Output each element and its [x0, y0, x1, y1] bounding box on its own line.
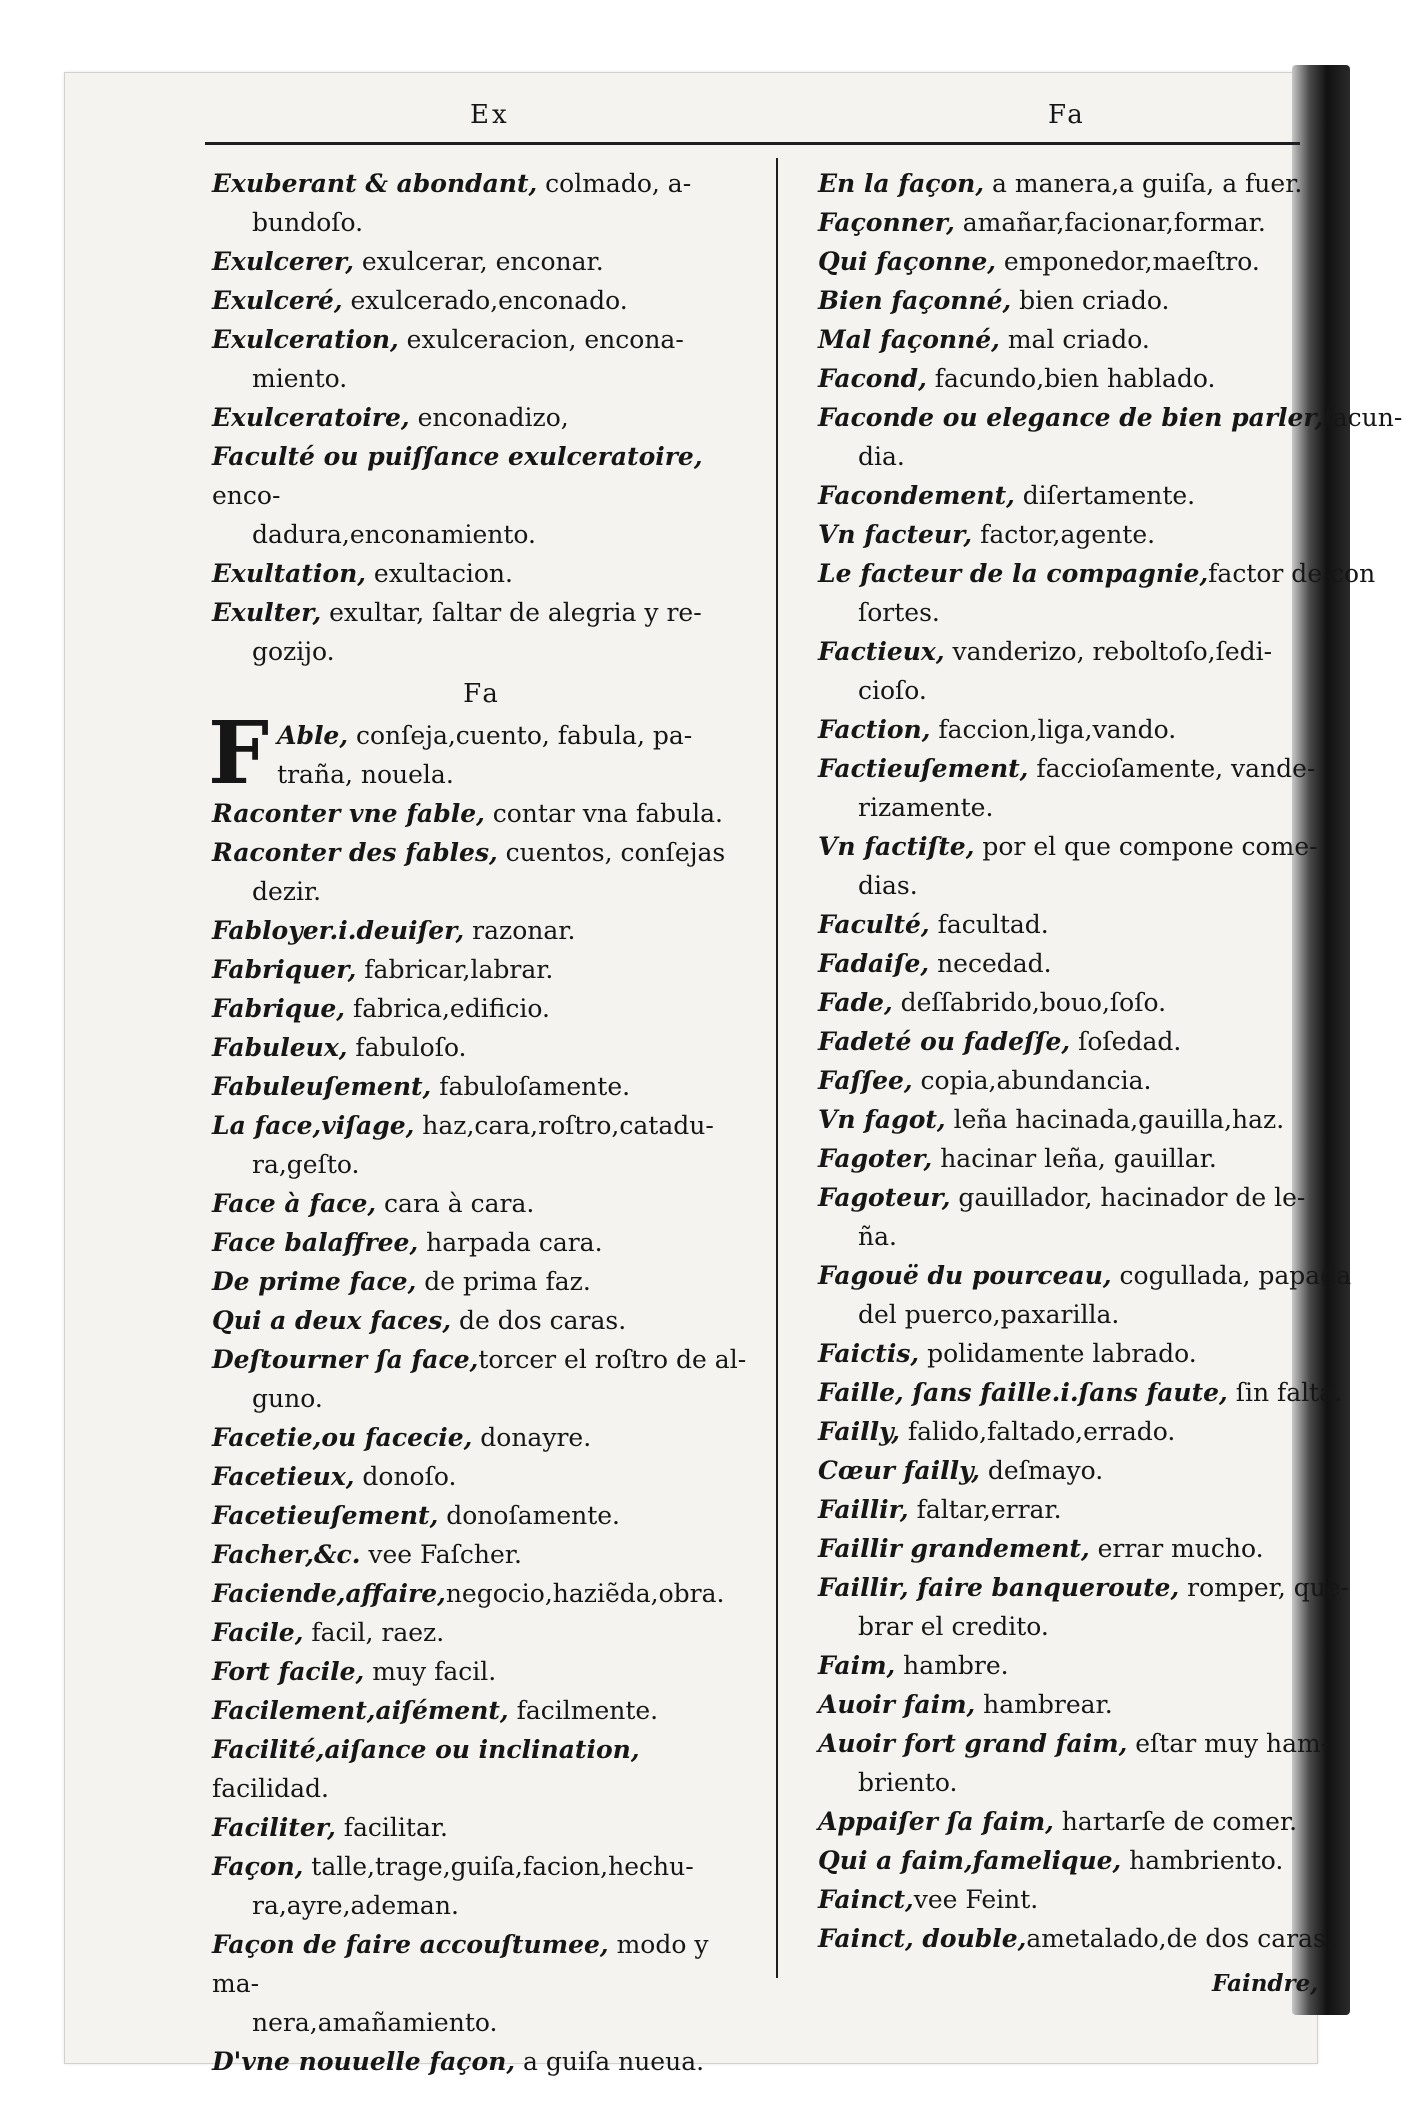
- definition: bundoſo.: [252, 208, 364, 237]
- definition: falido,faltado,errado.: [899, 1417, 1176, 1446]
- dictionary-line: [212, 1340, 752, 1379]
- definition: romper, que-: [1179, 1573, 1350, 1602]
- definition: modo y ma-: [212, 1930, 709, 1998]
- dictionary-line: [818, 1490, 1298, 1529]
- dictionary-line: [212, 554, 752, 593]
- definition: eſtar muy ham-: [1127, 1729, 1330, 1758]
- dictionary-line: [818, 1139, 1298, 1178]
- dictionary-line: [212, 1223, 752, 1262]
- definition: ra,ayre,ademan.: [252, 1891, 459, 1920]
- definition: briento.: [858, 1768, 958, 1797]
- headword: Fabrique,: [212, 994, 345, 1023]
- dictionary-line: [212, 1301, 752, 1340]
- dictionary-line: [212, 755, 752, 794]
- definition: hambriento.: [1121, 1846, 1284, 1875]
- dictionary-line: [212, 2042, 752, 2081]
- dictionary-line: [818, 1451, 1298, 1490]
- dictionary-line: [818, 359, 1298, 398]
- definition: a manera,a guiſa, a fuer.: [984, 169, 1303, 198]
- dictionary-line: [212, 872, 752, 911]
- definition: hambre.: [895, 1651, 1009, 1680]
- definition: faccioſamente, vande-: [1028, 754, 1316, 783]
- dropcap-entry: [208, 703, 752, 804]
- definition: ſin falta.: [1227, 1378, 1343, 1407]
- dictionary-line: [818, 1607, 1298, 1646]
- headword: Cœur failly,: [818, 1456, 980, 1485]
- dictionary-line: [818, 710, 1298, 749]
- headword: Fadeté ou fadeſſe,: [818, 1027, 1071, 1056]
- headword: Qui façonne,: [818, 247, 996, 276]
- headword: Fainct, double,: [818, 1924, 1027, 1953]
- headword: Façon,: [212, 1852, 304, 1881]
- definition: copia,abundancia.: [912, 1066, 1152, 1095]
- headword: Le facteur de la compagnie,: [818, 559, 1209, 588]
- definition: ña.: [858, 1222, 897, 1251]
- dictionary-line: [212, 1145, 752, 1184]
- definition: del puerco,paxarilla.: [858, 1300, 1120, 1329]
- headword: Auoir faim,: [818, 1690, 976, 1719]
- headword: Faſſee,: [818, 1066, 913, 1095]
- dictionary-line: [212, 1808, 752, 1847]
- definition: fabuloſo.: [347, 1033, 467, 1062]
- definition: haz,cara,roſtro,catadu-: [414, 1111, 714, 1140]
- dictionary-line: [212, 1691, 752, 1730]
- headword: Fainct,: [818, 1885, 914, 1914]
- dictionary-line: [212, 1106, 752, 1145]
- headword: Faillir,: [818, 1495, 909, 1524]
- headword: Exulcerer,: [212, 247, 354, 276]
- header-rule: [205, 142, 1300, 145]
- dictionary-line: [212, 398, 752, 437]
- right-entries: [818, 164, 1402, 1958]
- headword: Facond,: [818, 364, 927, 393]
- dictionary-line: [212, 716, 752, 755]
- definition: facilidad.: [212, 1774, 330, 1803]
- definition: factor,agente.: [972, 520, 1156, 549]
- dictionary-line: [818, 476, 1298, 515]
- definition: facundo,bien hablado.: [926, 364, 1216, 393]
- dictionary-line: [212, 359, 752, 398]
- dictionary-line: [212, 1925, 752, 2003]
- dictionary-line: [818, 164, 1303, 203]
- dictionary-line: [212, 794, 752, 833]
- dictionary-line: [818, 242, 1298, 281]
- definition: colmado, a-: [537, 169, 692, 198]
- definition: vanderizo, reboltoſo,ſedi-: [944, 637, 1273, 666]
- dictionary-line: [212, 1067, 752, 1106]
- headword: Facondement,: [818, 481, 1015, 510]
- definition: conſeja,cuento, fabula, pa-: [348, 721, 693, 750]
- dictionary-line: [212, 1418, 752, 1457]
- headword: Failly,: [818, 1417, 900, 1446]
- headword: Fade,: [818, 988, 893, 1017]
- headword: Deſtourner ſa face,: [212, 1345, 479, 1374]
- definition: emponedor,maeſtro.: [995, 247, 1260, 276]
- headword: Appaiſer ſa faim,: [818, 1807, 1054, 1836]
- definition: ametalado,de dos caras.: [1026, 1924, 1334, 1953]
- dictionary-line: [818, 515, 1298, 554]
- headword: Fabriquer,: [212, 955, 357, 984]
- dictionary-line: [212, 437, 752, 515]
- headword: Fagoter,: [818, 1144, 933, 1173]
- dropcap-letter: F: [208, 703, 270, 804]
- dictionary-line: [212, 515, 752, 554]
- dictionary-line: [818, 827, 1318, 866]
- definition: a guiſa nueua.: [515, 2047, 705, 2076]
- definition: por el que compone come-: [974, 832, 1318, 861]
- dictionary-line: [818, 1880, 1298, 1919]
- dictionary-line: [212, 164, 752, 203]
- dictionary-line: [212, 1652, 752, 1691]
- definition: cara à cara.: [376, 1189, 535, 1218]
- dictionary-line: [212, 911, 752, 950]
- dictionary-line: [818, 437, 1298, 476]
- dictionary-line: [818, 749, 1316, 788]
- dictionary-line: [212, 242, 752, 281]
- definition: negocio,haziẽda,obra.: [445, 1579, 725, 1608]
- definition: errar mucho.: [1089, 1534, 1264, 1563]
- definition: facun-: [1323, 403, 1402, 432]
- dictionary-line: [212, 833, 752, 872]
- headword: Able,: [277, 721, 349, 750]
- definition: hambrear.: [975, 1690, 1113, 1719]
- headword: Face balaffree,: [212, 1228, 419, 1257]
- book-binding-edge: [1292, 65, 1350, 2015]
- dictionary-line: [212, 1574, 752, 1613]
- definition: faccion,liga,vando.: [930, 715, 1177, 744]
- headword: Raconter vne fable,: [212, 799, 485, 828]
- definition: exultacion.: [365, 559, 513, 588]
- headword: Faillir, faire banqueroute,: [818, 1573, 1180, 1602]
- definition: cuentos, conſejas: [497, 838, 726, 867]
- headword: Exulceré,: [212, 286, 343, 315]
- headword: Fort facile,: [212, 1657, 365, 1686]
- definition: hartarſe de comer.: [1053, 1807, 1298, 1836]
- dictionary-line: [818, 905, 1298, 944]
- headword: La face,viſage,: [212, 1111, 415, 1140]
- dictionary-line: [818, 788, 1298, 827]
- dictionary-line: [212, 203, 752, 242]
- headword: Fabuleuſement,: [212, 1072, 432, 1101]
- dictionary-line: [818, 1100, 1298, 1139]
- definition: facultad.: [929, 910, 1049, 939]
- definition: donayre.: [472, 1423, 592, 1452]
- dictionary-line: [212, 1028, 752, 1067]
- dictionary-line: [818, 1568, 1350, 1607]
- definition: vee Feint.: [913, 1885, 1039, 1914]
- dictionary-line: [818, 1529, 1298, 1568]
- catchword: Faindre,: [1212, 1970, 1319, 1997]
- definition: de prima faz.: [416, 1267, 591, 1296]
- definition: exulceracion, encona-: [398, 325, 684, 354]
- definition: enconadizo,: [409, 403, 569, 432]
- definition: miento.: [252, 364, 348, 393]
- definition: donoſo.: [354, 1462, 457, 1491]
- headword: Façon de faire accouſtumee,: [212, 1930, 609, 1959]
- definition: razonar.: [464, 916, 576, 945]
- definition: donoſamente.: [438, 1501, 620, 1530]
- dictionary-line: [818, 1412, 1298, 1451]
- definition: torcer el roſtro de al-: [478, 1345, 747, 1374]
- headword: Factieuſement,: [818, 754, 1029, 783]
- definition: bien criado.: [1011, 286, 1170, 315]
- headword: Facetie,ou facecie,: [212, 1423, 473, 1452]
- definition: cogullada, papada: [1111, 1261, 1352, 1290]
- headword: Fabuleux,: [212, 1033, 348, 1062]
- headword: Fabloyer.i.deuiſer,: [212, 916, 465, 945]
- headword: Factieux,: [818, 637, 945, 666]
- headword: Façonner,: [818, 208, 955, 237]
- dictionary-line: [818, 1373, 1343, 1412]
- headword: Faction,: [818, 715, 931, 744]
- definition: amañar,facionar,formar.: [954, 208, 1266, 237]
- dictionary-line: [818, 281, 1298, 320]
- definition: facilitar.: [335, 1813, 449, 1842]
- headword: Exultation,: [212, 559, 366, 588]
- definition: nera,amañamiento.: [252, 2008, 498, 2037]
- dropcap-lines: [212, 716, 752, 794]
- definition: dadura,enconamiento.: [252, 520, 536, 549]
- headword: Auoir fort grand faim,: [818, 1729, 1128, 1758]
- running-head-left: Ex: [470, 100, 510, 130]
- dictionary-line: [818, 1763, 1298, 1802]
- headword: Faille, ſans faille.i.ſans faute,: [818, 1378, 1228, 1407]
- definition: rizamente.: [858, 793, 994, 822]
- definition: polidamente labrado.: [919, 1339, 1197, 1368]
- definition: exultar, ſaltar de alegria y re-: [321, 598, 702, 627]
- headword: Face à face,: [212, 1189, 377, 1218]
- definition: traña, nouela.: [277, 760, 454, 789]
- headword: Facile,: [212, 1618, 304, 1647]
- headword: Faictis,: [818, 1339, 920, 1368]
- definition: fabricar,labrar.: [356, 955, 554, 984]
- headword: Vn fagot,: [818, 1105, 946, 1134]
- dictionary-line: [818, 866, 1298, 905]
- definition: enco-: [212, 481, 281, 510]
- left-entries-ex: [212, 164, 752, 671]
- dictionary-line: [212, 1613, 752, 1652]
- dictionary-line: [818, 671, 1298, 710]
- dictionary-line: [212, 1184, 752, 1223]
- headword: D'vne nouuelle façon,: [212, 2047, 516, 2076]
- dictionary-line: [818, 1178, 1306, 1217]
- dictionary-line: [818, 398, 1402, 437]
- definition: muy facil.: [364, 1657, 497, 1686]
- definition: gozijo.: [252, 637, 335, 666]
- running-head-right: Fa: [1048, 100, 1086, 130]
- dictionary-line: [212, 593, 752, 632]
- definition: exulcerar, enconar.: [353, 247, 604, 276]
- definition: facil, raez.: [303, 1618, 445, 1647]
- definition: gauillador, hacinador de le-: [950, 1183, 1306, 1212]
- dictionary-line: [212, 1847, 752, 1886]
- left-entries-fa: [212, 794, 752, 2081]
- headword: Raconter des fables,: [212, 838, 498, 867]
- dictionary-line: [818, 1217, 1298, 1256]
- headword: Fagouë du pourceau,: [818, 1261, 1112, 1290]
- headword: Faculté,: [818, 910, 930, 939]
- headword: Exulceration,: [212, 325, 399, 354]
- headword: Vn facteur,: [818, 520, 973, 549]
- dictionary-line: [818, 1646, 1298, 1685]
- definition: de dos caras.: [451, 1306, 627, 1335]
- definition: harpada cara.: [418, 1228, 603, 1257]
- headword: Facilement,aiſément,: [212, 1696, 509, 1725]
- definition: dias.: [858, 871, 918, 900]
- dictionary-line: [212, 2003, 752, 2042]
- dictionary-line: [212, 632, 752, 671]
- dictionary-line: [212, 950, 752, 989]
- dictionary-line: [818, 1295, 1298, 1334]
- definition: dia.: [858, 442, 905, 471]
- dictionary-line: [818, 632, 1298, 671]
- dictionary-line: [818, 1685, 1298, 1724]
- dictionary-line: [212, 1496, 752, 1535]
- headword: Qui a faim,famelique,: [818, 1846, 1122, 1875]
- definition: factor de con: [1208, 559, 1376, 588]
- dictionary-line: [212, 1535, 752, 1574]
- definition: ſoſedad.: [1070, 1027, 1182, 1056]
- headword: Bien façonné,: [818, 286, 1012, 315]
- definition: dezir.: [252, 877, 322, 906]
- headword: Exulceratoire,: [212, 403, 410, 432]
- definition: guno.: [252, 1384, 323, 1413]
- headword: Faculté ou puiſſance exulceratoire,: [212, 442, 703, 471]
- headword: Faim,: [818, 1651, 896, 1680]
- dictionary-line: [818, 203, 1298, 242]
- definition: contar vna fabula.: [484, 799, 723, 828]
- definition: cioſo.: [858, 676, 927, 705]
- dictionary-line: [818, 944, 1298, 983]
- headword: Mal façonné,: [818, 325, 1000, 354]
- dictionary-line: [818, 320, 1298, 359]
- definition: hacinar leña, gauillar.: [932, 1144, 1217, 1173]
- dictionary-line: [818, 1256, 1352, 1295]
- definition: ra,geſto.: [252, 1150, 360, 1179]
- headword: Exuberant & abondant,: [212, 169, 538, 198]
- definition: deſſabrido,bouo,ſoſo.: [892, 988, 1167, 1017]
- headword: Exulter,: [212, 598, 322, 627]
- headword: Vn factiſte,: [818, 832, 975, 861]
- definition: ſortes.: [858, 598, 940, 627]
- headword: Faciliter,: [212, 1813, 336, 1842]
- definition: necedad.: [929, 949, 1052, 978]
- section-heading: Fa: [463, 679, 501, 709]
- headword: Fadaiſe,: [818, 949, 930, 978]
- column-rule: [776, 158, 778, 1978]
- headword: En la façon,: [818, 169, 985, 198]
- left-column: [208, 164, 752, 2081]
- definition: faltar,errar.: [908, 1495, 1062, 1524]
- headword: Faciende,affaire,: [212, 1579, 446, 1608]
- headword: De prime face,: [212, 1267, 417, 1296]
- dictionary-line: [212, 281, 752, 320]
- definition: leña hacinada,gauilla,haz.: [945, 1105, 1285, 1134]
- dictionary-line: [818, 1061, 1298, 1100]
- dictionary-line: [212, 1730, 752, 1808]
- definition: exulcerado,enconado.: [342, 286, 628, 315]
- dictionary-line: [212, 1379, 752, 1418]
- definition: deſmayo.: [979, 1456, 1104, 1485]
- headword: Facetieuſement,: [212, 1501, 439, 1530]
- dictionary-line: [818, 983, 1298, 1022]
- definition: mal criado.: [999, 325, 1150, 354]
- headword: Qui a deux faces,: [212, 1306, 452, 1335]
- dictionary-line: [212, 989, 752, 1028]
- headword: Fagoteur,: [818, 1183, 951, 1212]
- headword: Faconde ou elegance de bien parler,: [818, 403, 1324, 432]
- definition: talle,trage,guiſa,facion,hechu-: [303, 1852, 694, 1881]
- headword: Facher,&c.: [212, 1540, 361, 1569]
- headword: Facetieux,: [212, 1462, 355, 1491]
- headword: Facilité,aiſance ou inclination,: [212, 1735, 640, 1764]
- definition: fabuloſamente.: [431, 1072, 631, 1101]
- dictionary-line: [818, 554, 1376, 593]
- headword: Faillir grandement,: [818, 1534, 1090, 1563]
- dictionary-line: [818, 1334, 1298, 1373]
- dictionary-line: [818, 1724, 1330, 1763]
- dictionary-line: [212, 1457, 752, 1496]
- dictionary-line: [212, 1262, 752, 1301]
- dictionary-line: [818, 1841, 1298, 1880]
- dictionary-line: [818, 1919, 1334, 1958]
- dictionary-line: [818, 1022, 1298, 1061]
- dictionary-line: [818, 1802, 1298, 1841]
- dictionary-line: [212, 1886, 752, 1925]
- dictionary-line: [818, 593, 1298, 632]
- definition: vee Faſcher.: [360, 1540, 522, 1569]
- definition: fabrica,edificio.: [345, 994, 550, 1023]
- definition: facilmente.: [508, 1696, 659, 1725]
- definition: diſertamente.: [1014, 481, 1196, 510]
- right-column: [818, 164, 1402, 1958]
- dictionary-line: [212, 320, 752, 359]
- definition: brar el credito.: [858, 1612, 1049, 1641]
